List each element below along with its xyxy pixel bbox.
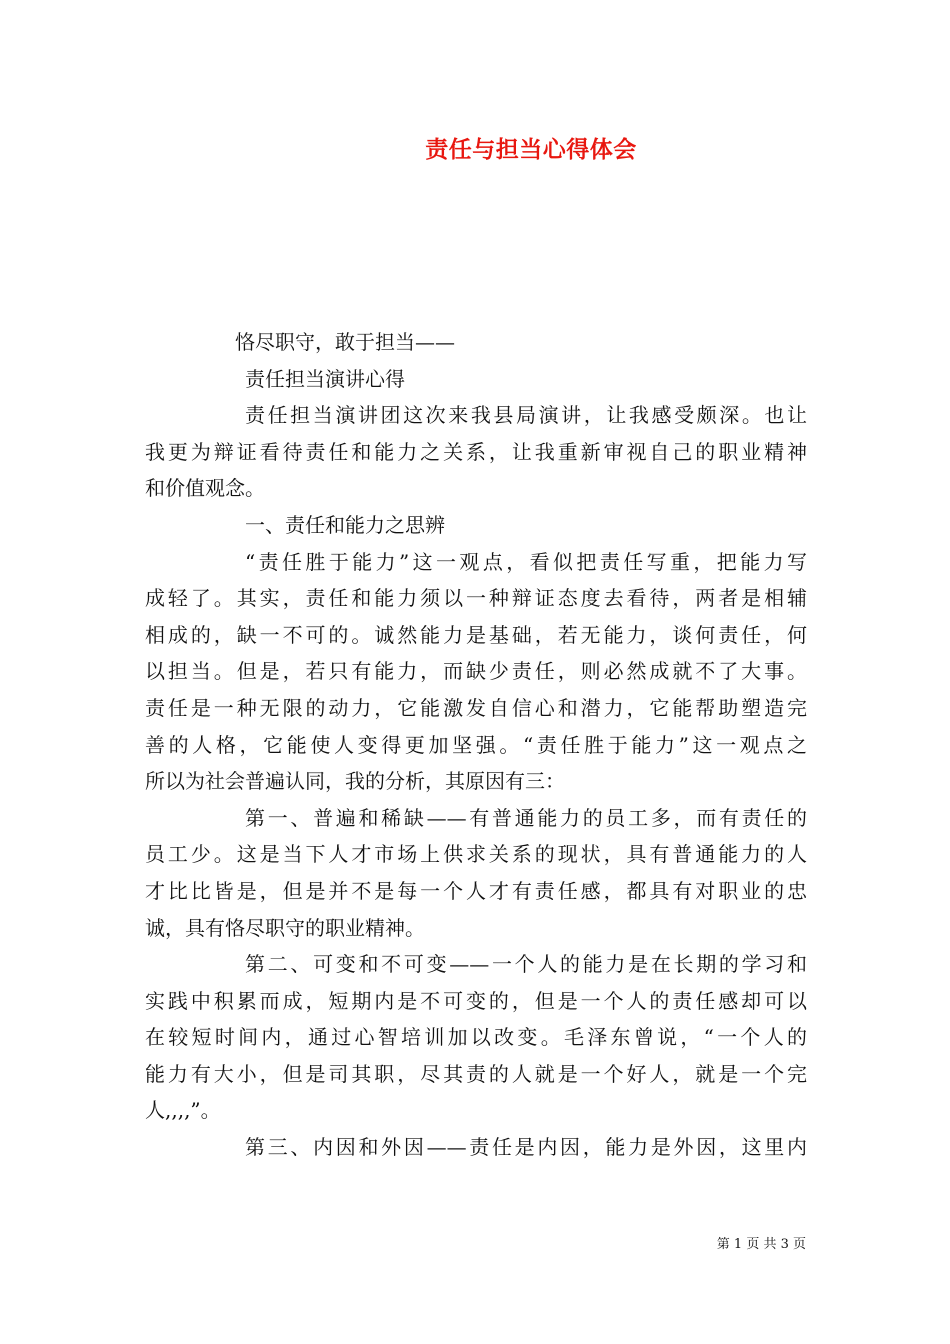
text-line-1: 恪尽职守，敢于担当—— [235,330,455,354]
text-line-18: 第二、可变和不可变——一个人的能力是在长期的学习和 [245,952,807,977]
text-line-20: 在较短时间内，通过心智培训加以改变。毛泽东曾说，“一个人的 [145,1025,807,1050]
text-line-19: 实践中积累而成，短期内是不可变的，但是一个人的责任感却可以 [145,988,807,1013]
text-line-8: 成轻了。其实，责任和能力须以一种辩证态度去看待，两者是相辅 [145,586,807,611]
text-line-14: 第一、普遍和稀缺——有普通能力的员工多，而有责任的 [245,805,807,830]
section-heading-1: 一、责任和能力之思辨 [245,512,445,537]
text-line-9: 相成的，缺一不可的。诚然能力是基础，若无能力，谈何责任，何 [145,622,807,647]
text-line-7: “责任胜于能力”这一观点，看似把责任写重，把能力写 [245,549,807,574]
text-line-16: 才比比皆是，但是并不是每一个人才有责任感，都具有对职业的忠 [145,878,807,903]
text-line-11: 责任是一种无限的动力，它能激发自信心和潜力，它能帮助塑造完 [145,695,807,720]
document-title: 责任与担当心得体会 [425,136,637,163]
text-line-22: 人,,,,”。 [145,1098,221,1123]
text-line-5: 和价值观念。 [145,476,265,501]
text-line-12: 善的人格，它能使人变得更加坚强。“责任胜于能力”这一观点之 [145,732,807,757]
page-number-footer: 第 1 页 共 3 页 [716,1237,806,1252]
text-line-23: 第三、内因和外因——责任是内因，能力是外因，这里内 [245,1135,807,1160]
text-line-2: 责任担当演讲心得 [245,366,405,391]
text-line-17: 诚，具有恪尽职守的职业精神。 [145,915,425,940]
text-line-21: 能力有大小，但是司其职，尽其责的人就是一个好人，就是一个完 [145,1061,807,1086]
text-line-15: 员工少。这是当下人才市场上供求关系的现状，具有普通能力的人 [145,842,807,867]
document-body [145,324,807,1166]
text-line-13: 所以为社会普遍认同，我的分析，其原因有三： [145,769,565,794]
text-line-3: 责任担当演讲团这次来我县局演讲，让我感受颇深。也让 [245,403,807,428]
text-line-4: 我更为辩证看待责任和能力之关系，让我重新审视自己的职业精神 [145,439,807,464]
text-line-10: 以担当。但是，若只有能力，而缺少责任，则必然成就不了大事。 [145,659,807,684]
